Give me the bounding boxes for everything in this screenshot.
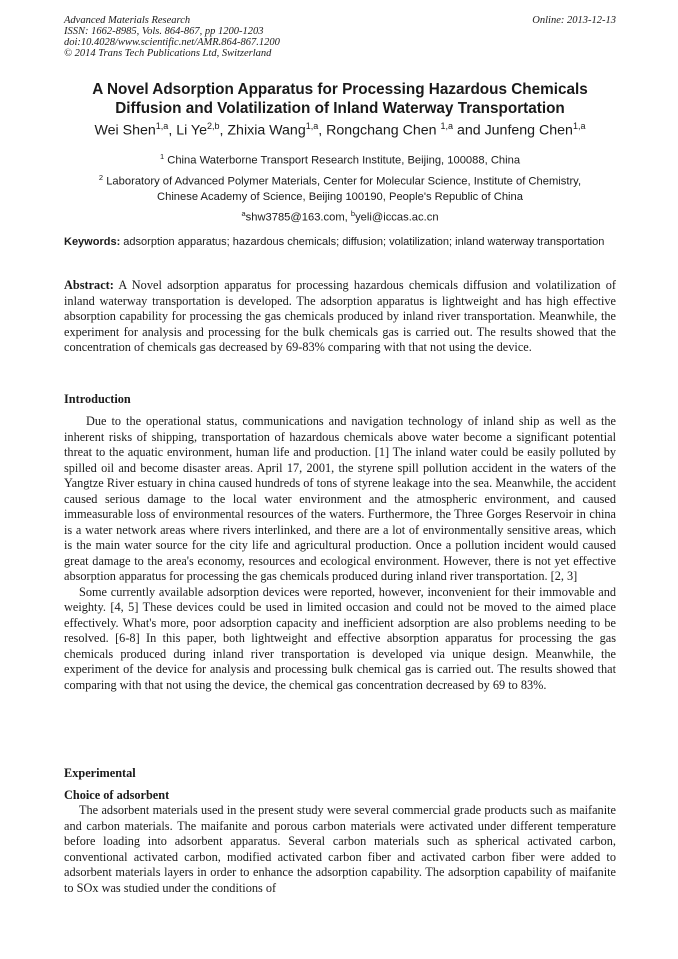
author-name: Junfeng Chen <box>484 122 573 139</box>
author-separator: , <box>168 122 177 139</box>
online-date: Online: 2013-12-13 <box>532 15 616 26</box>
experimental-body <box>64 803 616 896</box>
author-sup: 1,a <box>440 121 454 131</box>
subsection-heading: Choice of adsorbent <box>64 788 170 802</box>
author-list <box>40 121 640 139</box>
affiliation-1 <box>40 149 640 169</box>
title-line-2: Diffusion and Volatilization of Inland Waterway Transportation <box>115 100 565 117</box>
author-sup: 1,a <box>572 121 586 131</box>
affiliation-2 <box>40 170 640 205</box>
author-name: Li Ye <box>176 122 207 139</box>
affiliation-text: China Waterborne Transport Research Institute, Beijing, 100088, China <box>167 154 521 167</box>
paragraph: Some currently available adsorption devices were reported, however, inconvenient for their immovable and weighty. [4, 5] These devices could be used in limited occasion and could not be moved to the aimed place effectively. What's more, poor adsorption capacity and inefficient adsorption are also problems needing to be resolved. [6-8] In this paper, both lightweight and effective absorption apparatus for processing the gas chemicals produced during inland river transportation is developed via unique design. Meanwhile, the experiment of the device for analysis and processing bulk chemical gas is carried out. The results showed that comparing with that not using the device, the chemical gas concentration decreased by 69 to 83%. <box>64 584 616 692</box>
copyright-line: © 2014 Trans Tech Publications Ltd, Switzerland <box>64 48 272 59</box>
journal-name: Advanced Materials Research <box>64 15 191 26</box>
email-sup: b <box>350 209 356 218</box>
affiliation-sup: 2 <box>98 173 104 182</box>
email-line <box>40 206 640 226</box>
affiliation-text: Chinese Academy of Science, Beijing 100190, People's Republic of China <box>157 190 523 203</box>
affiliation-text: Laboratory of Advanced Polymer Materials, Center for Molecular Science, Institute of Chemistry, <box>106 175 582 188</box>
author-separator: , <box>219 122 228 139</box>
author-name: Wei Shen <box>94 122 156 139</box>
author-separator: , <box>318 122 327 139</box>
section-heading-introduction: Introduction <box>64 392 131 406</box>
paragraph: Due to the operational status, communications and navigation technology of inland ship as well as the inherent risks of shipping, transportation of hazardous chemicals above water become a significant potential threat to the aquatic environment, human life and production. [1] The inland water could be easily polluted by spilled oil and become disaster areas. April 17, 2001, the styrene spill pollution accident in the waters of the Yangtze River estuary in china caused hundreds of tons of styrene leakage into the sea. Meanwhile, the accident caused serious damage to the local water environment and the atmospheric environment, and caused immeasurable loss of environmental resources of the waters. Furthermore, the Three Gorges Reservoir in china is a water network areas where rivers interlinked, and there are a lot of environmentally sensitive areas, which is the main water source for the city life and agricultural production. Once a pollution incident would caused great damage to the area's economy, resources and ecological environment. However, there is not yet effective absorption apparatus for processing the gas chemicals produced during inland river transportation. [2, 3] <box>64 414 616 583</box>
email-link[interactable]: yeli@iccas.ac.cn <box>355 211 439 224</box>
abstract-text: A Novel adsorption apparatus for processing hazardous chemicals diffusion and volatilization of inland waterway transportation is developed. The adsorption apparatus is lightweight and has high effective absorption capability for processing the gas chemicals produced by inland river transportation. Meanwhile, the experiment for analysis and processing for the bulk chemicals gas is carried out. The results showed that the concentration of chemicals gas decreased by 69-83% comparing with that not using the device. <box>64 278 616 354</box>
author-separator: and <box>453 122 485 139</box>
doi-line: doi:10.4028/www.scientific.net/AMR.864-867.1200 <box>64 37 280 48</box>
email-link[interactable]: shw3785@163.com, <box>245 211 351 224</box>
paragraph: The adsorbent materials used in the present study were several commercial grade products such as maifanite and carbon materials. The maifanite and porous carbon materials were activated under different temperature before loading into adsorbent apparatus. Several carbon materials such as spherical activated carbon, conventional activated carbon, modified activated carbon fiber and activated carbon fiber were added to adsorbent materials layers in order to enhance the adsorption capability. The adsorption capability of maifanite to SOx was studied under the conditions of <box>64 803 616 895</box>
abstract-label: Abstract: <box>64 278 114 292</box>
keywords-label: Keywords: <box>64 236 121 248</box>
section-heading-experimental: Experimental <box>64 766 136 780</box>
abstract <box>64 278 616 356</box>
paper-title <box>50 80 630 118</box>
title-line-1: A Novel Adsorption Apparatus for Processing Hazardous Chemicals <box>92 81 588 98</box>
running-header <box>64 15 616 59</box>
introduction-body <box>64 414 616 693</box>
keywords-text: adsorption apparatus; hazardous chemicals; diffusion; volatilization; inland waterway transportation <box>120 236 605 248</box>
author-name: Rongchang Chen <box>326 122 441 139</box>
affiliation-sup: 1 <box>159 152 165 161</box>
keywords <box>64 236 616 250</box>
issn-line: ISSN: 1662-8985, Vols. 864-867, pp 1200-1203 <box>64 26 264 37</box>
email-sup: a <box>241 209 246 218</box>
author-sup: 2,b <box>206 121 220 131</box>
author-name: Zhixia Wang <box>227 122 306 139</box>
author-sup: 1,a <box>305 121 319 131</box>
author-sup: 1,a <box>155 121 169 131</box>
